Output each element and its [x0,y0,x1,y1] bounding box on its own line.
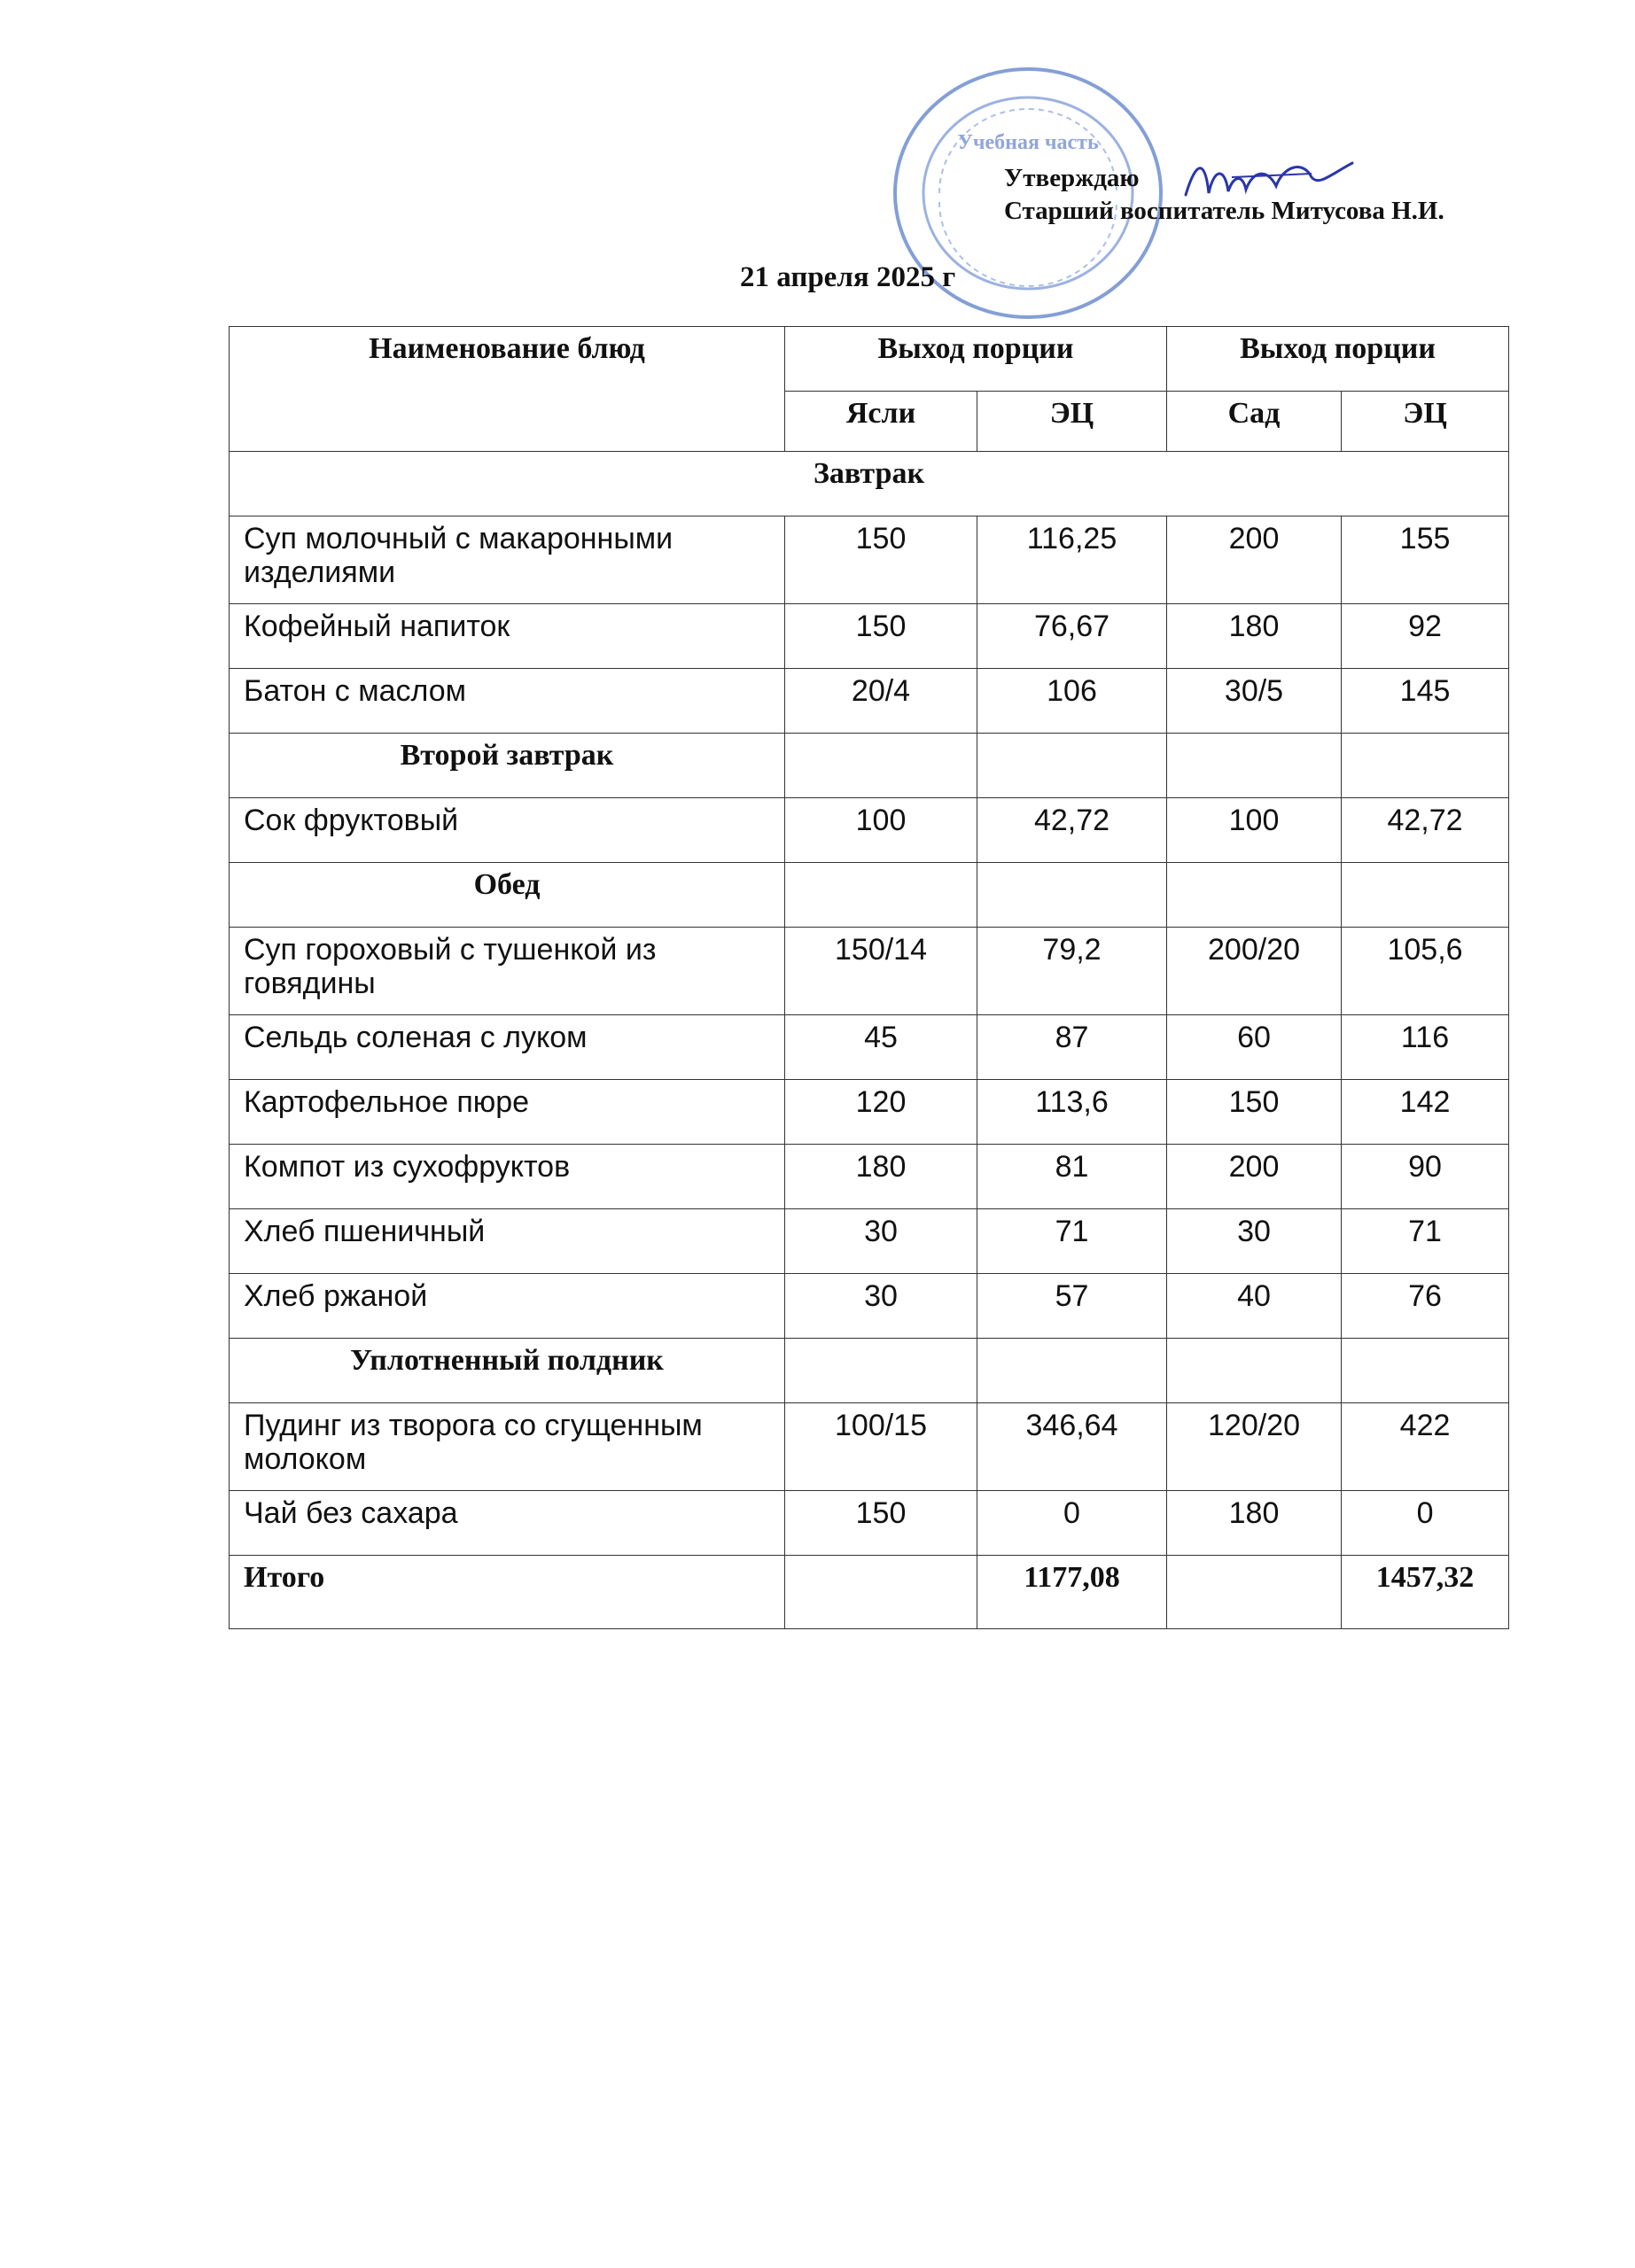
total-value: 1177,08 [977,1556,1167,1629]
energy-yasli-cell: 116,25 [977,517,1167,604]
energy-sad-cell: 76 [1342,1274,1509,1339]
dish-name: Хлеб ржаной [230,1274,785,1339]
table-row [230,1274,1509,1339]
portion-yasli-cell: 20/4 [785,669,977,734]
energy-yasli-cell: 81 [977,1145,1167,1209]
empty-cell [1342,734,1509,798]
header-name: Наименование блюд [230,327,785,452]
dish-name: Сельдь соленая с луком [230,1015,785,1080]
approval-line-2: Старший воспитатель Митусова Н.И. [1004,197,1444,225]
empty-cell [977,1339,1167,1403]
energy-sad-cell: 155 [1342,517,1509,604]
dish-name: Компот из сухофруктов [230,1145,785,1209]
empty-cell [785,1339,977,1403]
energy-sad-cell: 0 [1342,1491,1509,1556]
energy-yasli-cell: 57 [977,1274,1167,1339]
energy-yasli-cell: 0 [977,1491,1167,1556]
table-row [230,1145,1509,1209]
portion-sad-cell: 180 [1167,1491,1342,1556]
portion-yasli-cell: 100/15 [785,1403,977,1491]
energy-sad-cell: 71 [1342,1209,1509,1274]
approval-block [1004,162,1444,228]
dish-name: Сок фруктовый [230,798,785,863]
portion-yasli-cell: 30 [785,1209,977,1274]
portion-yasli-cell: 30 [785,1274,977,1339]
section-row [230,863,1509,928]
portion-sad-cell: 60 [1167,1015,1342,1080]
header-group-2: Выход порции [1167,327,1509,392]
portion-sad-cell: 30 [1167,1209,1342,1274]
portion-sad-cell: 120/20 [1167,1403,1342,1491]
section-row [230,734,1509,798]
energy-yasli-cell: 71 [977,1209,1167,1274]
empty-cell [977,734,1167,798]
portion-sad-cell: 30/5 [1167,669,1342,734]
section-title: Завтрак [230,452,1509,517]
table-row [230,1015,1509,1080]
portion-sad-cell: 40 [1167,1274,1342,1339]
portion-yasli-cell: 100 [785,798,977,863]
date-title: 21 апреля 2025 г [740,261,956,293]
energy-yasli-cell: 346,64 [977,1403,1167,1491]
section-title: Второй завтрак [230,734,785,798]
menu-table [229,326,1509,1629]
energy-sad-cell: 145 [1342,669,1509,734]
header-group-1: Выход порции [785,327,1167,392]
energy-sad-cell: 116 [1342,1015,1509,1080]
energy-sad-cell: 105,6 [1342,928,1509,1015]
section-row [230,1339,1509,1403]
total-label: Итого [230,1556,785,1629]
energy-yasli-cell: 87 [977,1015,1167,1080]
total-value [1167,1556,1342,1629]
stamp-text: Учебная часть [957,131,1099,154]
portion-yasli-cell: 45 [785,1015,977,1080]
table-row [230,1491,1509,1556]
section-title: Обед [230,863,785,928]
portion-sad-cell: 200/20 [1167,928,1342,1015]
energy-sad-cell: 42,72 [1342,798,1509,863]
table-row [230,604,1509,669]
dish-name: Пудинг из творога со сгущенным молоком [230,1403,785,1491]
empty-cell [785,863,977,928]
total-value: 1457,32 [1342,1556,1509,1629]
subheader-sad: Сад [1167,392,1342,452]
table-row [230,1209,1509,1274]
empty-cell [1167,734,1342,798]
section-title: Уплотненный полдник [230,1339,785,1403]
portion-yasli-cell: 150/14 [785,928,977,1015]
section-row [230,452,1509,517]
header-row [230,327,1509,392]
total-row [230,1556,1509,1629]
portion-sad-cell: 200 [1167,1145,1342,1209]
approval-line-1: Утверждаю [1004,164,1140,192]
portion-yasli-cell: 150 [785,517,977,604]
subheader-ec-1: ЭЦ [977,392,1167,452]
portion-yasli-cell: 150 [785,1491,977,1556]
energy-sad-cell: 90 [1342,1145,1509,1209]
table-row [230,517,1509,604]
subheader-ec-2: ЭЦ [1342,392,1509,452]
dish-name: Батон с маслом [230,669,785,734]
dish-name: Суп молочный с макаронными изделиями [230,517,785,604]
empty-cell [1167,863,1342,928]
portion-yasli-cell: 180 [785,1145,977,1209]
portion-sad-cell: 100 [1167,798,1342,863]
dish-name: Чай без сахара [230,1491,785,1556]
dish-name: Картофельное пюре [230,1080,785,1145]
energy-yasli-cell: 113,6 [977,1080,1167,1145]
energy-sad-cell: 422 [1342,1403,1509,1491]
empty-cell [1342,863,1509,928]
energy-yasli-cell: 76,67 [977,604,1167,669]
table-row [230,1403,1509,1491]
energy-yasli-cell: 106 [977,669,1167,734]
table-row [230,798,1509,863]
total-value [785,1556,977,1629]
energy-yasli-cell: 79,2 [977,928,1167,1015]
portion-yasli-cell: 120 [785,1080,977,1145]
empty-cell [1342,1339,1509,1403]
energy-sad-cell: 142 [1342,1080,1509,1145]
empty-cell [785,734,977,798]
portion-sad-cell: 200 [1167,517,1342,604]
subheader-yasli: Ясли [785,392,977,452]
portion-sad-cell: 180 [1167,604,1342,669]
dish-name: Кофейный напиток [230,604,785,669]
empty-cell [977,863,1167,928]
portion-sad-cell: 150 [1167,1080,1342,1145]
energy-sad-cell: 92 [1342,604,1509,669]
table-row [230,669,1509,734]
table-row [230,1080,1509,1145]
dish-name: Хлеб пшеничный [230,1209,785,1274]
empty-cell [1167,1339,1342,1403]
portion-yasli-cell: 150 [785,604,977,669]
energy-yasli-cell: 42,72 [977,798,1167,863]
table-row [230,928,1509,1015]
dish-name: Суп гороховый с тушенкой из говядины [230,928,785,1015]
